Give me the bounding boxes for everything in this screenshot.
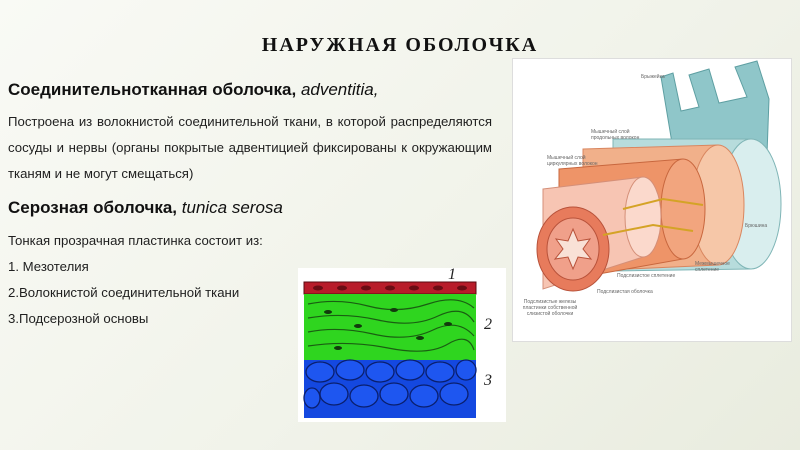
circular-muscle-end [661,159,705,259]
connective-tissue-layer [304,294,476,360]
adventitia-heading-ru: Соединительнотканная оболочка, [8,80,297,99]
label-longitudinal-muscle: Мышечный слой продольных волокон [591,129,640,141]
serosa-item: 1. Мезотелия [8,259,89,274]
histology-number-1: 1 [448,266,456,283]
serosa-heading-ru: Серозная оболочка, [8,198,178,217]
label-glands: Подслизистые железы пластинки собственной слизистой оболочки [522,299,578,317]
label-intermuscular-plexus: Межмышечное сплетение [695,261,730,273]
organ-wall-illustration [512,58,792,342]
serosa-histology-illustration [298,268,506,422]
slide-title: НАРУЖНАЯ ОБОЛОЧКА [261,34,539,56]
adventitia-text: Построена из волокнистой соединительной ткани, в которой распределяются сосуды и нервы (органы покрытые адвентицией фиксированы к окружающим тканям и не могут смещаться) [8,114,492,181]
adventitia-heading-latin: adventitia, [300,80,379,99]
subserosa-cells [304,360,476,408]
adventitia-heading [8,80,378,100]
histology-number-3: 3 [484,372,492,389]
serosa-heading-latin: tunica serosa [181,198,283,217]
label-submucosa: Подслизистая оболочка [597,289,653,295]
histology-drawing [298,268,506,422]
label-mesentery: Брыжейка [641,74,665,80]
histology-number-2: 2 [484,316,492,333]
label-circular-muscle: Мышечный слой циркулярных волокон [547,155,598,167]
serosa-item: 3.Подсерозной основы [8,311,149,326]
submucosa-end [625,177,661,257]
serosa-heading [8,198,283,218]
serosa-intro: Тонкая прозрачная пластинка состоит из: [8,233,263,248]
label-peritoneum: Брюшина [745,223,768,229]
label-subserous-plexus: Подслизистое сплетение [617,273,676,279]
serosa-item: 2.Волокнистой соединительной ткани [8,285,240,300]
